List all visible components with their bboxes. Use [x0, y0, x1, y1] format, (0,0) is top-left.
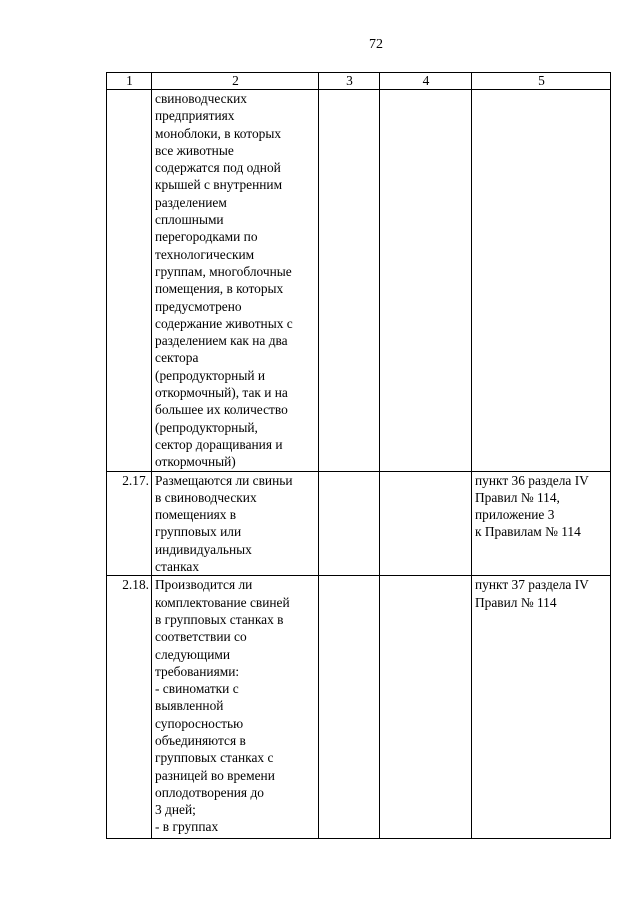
column-header-4: 4 [380, 73, 472, 90]
header-row [107, 73, 611, 90]
column-header-1: 1 [107, 73, 152, 90]
table-row [107, 471, 611, 576]
reference-text [472, 90, 611, 472]
reference-text: пункт 37 раздела IV Правил № 114 [472, 576, 611, 839]
column-header-3: 3 [319, 73, 380, 90]
row-number [107, 90, 152, 472]
page-number: 72 [369, 37, 383, 52]
column-header-5: 5 [472, 73, 611, 90]
row-number: 2.18. [107, 576, 152, 839]
checklist-table [106, 72, 611, 839]
answer-cell-3 [319, 90, 380, 472]
question-text: свиноводческих предприятиях моноблоки, в которых все животные содержатся под одной крышей с внутренним разделением сплошными перегородками по технологическим группам, многоблочные помещения, в которых предусмотрено содержание животных с разделением как на два сектора (репродукторный и откормочный), так и на большее их количество (репродукторный, сектор доращивания и откормочный) [152, 90, 319, 472]
answer-cell-4 [380, 471, 472, 576]
answer-cell-3 [319, 576, 380, 839]
answer-cell-4 [380, 90, 472, 472]
question-text: Размещаются ли свиньи в свиноводческих помещениях в групповых или индивидуальных станках [152, 471, 319, 576]
table-row [107, 90, 611, 472]
column-header-2: 2 [152, 73, 319, 90]
question-text: Производится ли комплектование свиней в групповых станках в соответствии со следующими требованиями: - свиноматки с выявленной супоросностью объединяются в групповых станках с разницей во времени оплодотворения до 3 дней; - в группах [152, 576, 319, 839]
answer-cell-3 [319, 471, 380, 576]
row-number: 2.17. [107, 471, 152, 576]
reference-text: пункт 36 раздела IV Правил № 114, приложение 3 к Правилам № 114 [472, 471, 611, 576]
answer-cell-4 [380, 576, 472, 839]
table-row [107, 576, 611, 839]
